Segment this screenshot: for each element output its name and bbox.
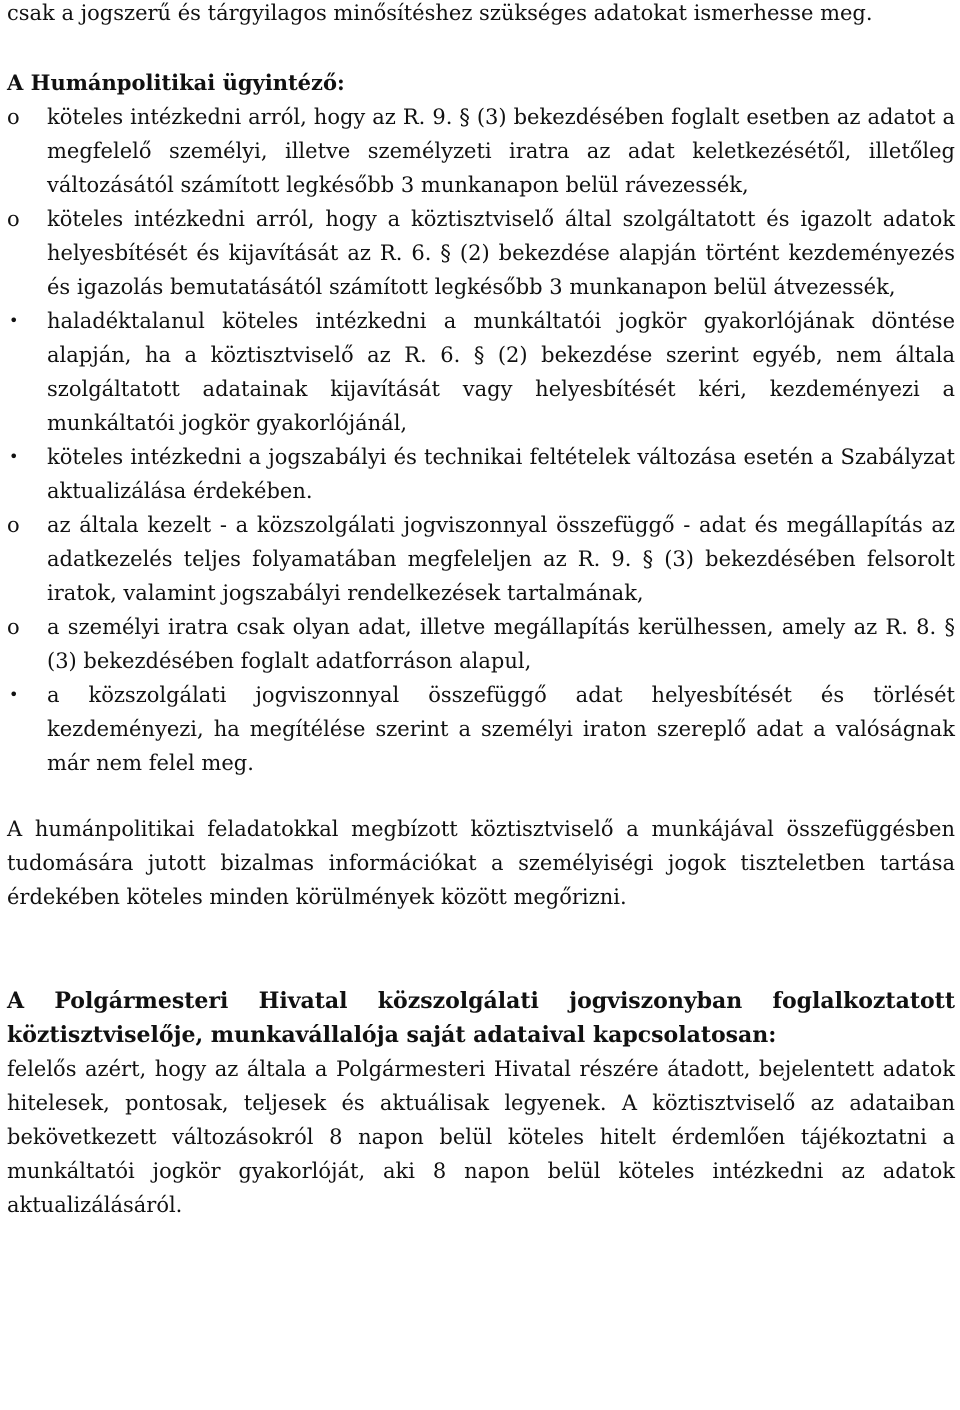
list-item-text: a személyi iratra csak olyan adat, illetve megállapítás kerülhessen, amely az R. 8. § (3) bekezdésében foglalt adatforráson alapul,	[47, 615, 955, 673]
employee-responsibility-paragraph: felelős azért, hogy az általa a Polgármesteri Hivatal részére átadott, bejelentett adatok hitelesek, pontosak, teljesek és aktuálisak legyenek. A köztisztviselő az adataiban bekövetkezett változásokról 8 napon belül köteles hitelt érdemlően tájékoztatni a munkáltatói jogkör gyakorlóját, aki 8 napon belül köteles intézkedni az adatok aktualizálásáról.	[7, 1057, 955, 1217]
spacer	[7, 914, 955, 984]
list-item-text: a közszolgálati jogviszonnyal összefüggő adat helyesbítését és törlését kezdeményezi, ha megítélése szerint a személyi iraton szereplő adat a valóságnak már nem felel meg.	[47, 683, 955, 775]
title-prefix: A	[7, 988, 25, 1014]
list-marker: •	[9, 447, 19, 466]
list-item	[7, 610, 955, 678]
intro-paragraph: csak a jogszerű és tárgyilagos minősítéshez szükséges adatokat ismerhesse meg.	[7, 1, 873, 25]
title-bold-text: Polgármesteri Hivatal közszolgálati jogviszonyban foglalkoztatott köztisztviselője, munkavállalója saját adataival kapcsolatosan:	[7, 988, 955, 1048]
document-page	[7, 0, 955, 1222]
section-title-polgarmesteri	[7, 984, 955, 1052]
section-heading-humanpolitikai: A Humánpolitikai ügyintéző:	[7, 70, 345, 95]
confidentiality-paragraph: A humánpolitikai feladatokkal megbízott köztisztviselő a munkájával összefüggésben tudomására jutott bizalmas információkat a személyiségi jogok tiszteletben tartása érdekében köteles minden körülmények között megőrizni.	[7, 817, 955, 909]
list-item	[7, 304, 955, 440]
list-item-text: köteles intézkedni a jogszabályi és technikai feltételek változása esetén a Szabályzat aktualizálása érdekében.	[47, 445, 955, 503]
spacer	[7, 780, 955, 812]
list-item	[7, 440, 955, 508]
list-marker: •	[9, 311, 19, 330]
list-marker: o	[7, 615, 20, 639]
list-item-text: haladéktalanul köteles intézkedni a munkáltatói jogkör gyakorlójának döntése alapján, ha a köztisztviselő az R. 6. § (2) bekezdése szerint egyéb, nem általa szolgáltatott adatainak kijavítását vagy helyesbítését kéri, kezdeményezi a munkáltatói jogkör gyakorlójánál,	[47, 309, 955, 435]
duties-list	[7, 100, 955, 780]
list-item	[7, 508, 955, 610]
list-marker: o	[7, 207, 20, 231]
list-marker: o	[7, 513, 20, 537]
list-marker: •	[9, 685, 19, 704]
list-item-text: köteles intézkedni arról, hogy az R. 9. § (3) bekezdésében foglalt esetben az adatot a megfelelő személyi, illetve személyzeti iratra az adat keletkezésétől, illetőleg változásától számított legkésőbb 3 munkanapon belül rávezessék,	[47, 105, 955, 197]
list-item	[7, 678, 955, 780]
list-item-text: köteles intézkedni arról, hogy a köztisztviselő által szolgáltatott és igazolt adatok helyesbítését és kijavítását az R. 6. § (2) bekezdése alapján történt kezdeményezés és igazolás bemutatásától számított legkésőbb 3 munkanapon belül átvezessék,	[47, 207, 955, 299]
list-item	[7, 202, 955, 304]
list-marker: o	[7, 105, 20, 129]
spacer	[7, 30, 955, 66]
list-item-text: az általa kezelt - a közszolgálati jogviszonnyal összefüggő - adat és megállapítás az adatkezelés teljes folyamatában megfeleljen az R. 9. § (3) bekezdésében felsorolt iratok, valamint jogszabályi rendelkezések tartalmának,	[47, 513, 955, 605]
list-item	[7, 100, 955, 202]
